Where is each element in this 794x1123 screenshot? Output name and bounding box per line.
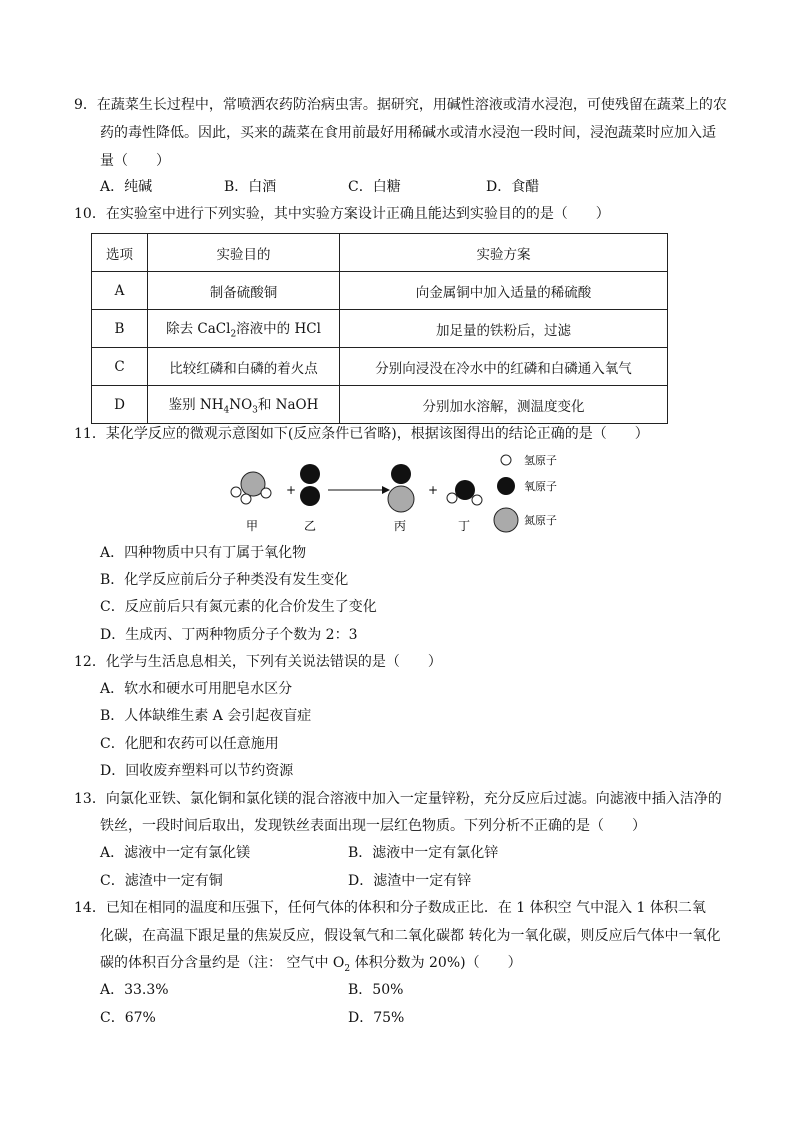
q11-option-a: A．四种物质中只有丁属于氧化物 (100, 545, 307, 561)
table-row (92, 386, 668, 424)
header-purpose: 实验目的 (148, 234, 340, 272)
row-purpose: 除去 CaCl$_2$溶液中的 HCl (148, 310, 340, 348)
label-jia: 甲 (246, 519, 259, 533)
row-option: B (92, 310, 148, 348)
q9-option-d: D．食醋 (486, 179, 540, 195)
q11-option-b: B．化学反应前后分子种类没有发生变化 (100, 572, 349, 588)
q12-option-c: C．化肥和农药可以任意施用 (100, 736, 279, 752)
table-header-row (92, 234, 668, 272)
q14-option-a: A．33.3% (100, 982, 169, 998)
q12-option-a: A．软水和硬水可用肥皂水区分 (100, 681, 293, 697)
q10-table (91, 233, 668, 424)
q14-stem-line-3: 碳的体积百分含量约是（注： 空气中 $O_2$ 体积分数为 20%)（ ） (100, 955, 522, 974)
q9-option-c: C．白糖 (348, 179, 401, 195)
q11-option-c: C．反应前后只有氮元素的化合价发生了变化 (100, 599, 377, 615)
row-option: C (92, 348, 148, 386)
label-yi: 乙 (304, 519, 317, 533)
legend-nitrogen: 氮原子 (524, 514, 557, 527)
legend-hydrogen: 氢原子 (524, 454, 557, 467)
row-purpose: 鉴别 $NH_4NO_3$和 NaOH (148, 386, 340, 424)
q13-option-b: B．滤液中一定有氯化锌 (348, 845, 499, 861)
q9-stem-line-2: 药的毒性降低。因此，买来的蔬菜在食用前最好用稀碱水或清水浸泡一段时间，浸泡蔬菜时应加入适 (100, 125, 716, 141)
molecule-jia (231, 472, 271, 504)
table-row (92, 272, 668, 310)
q11-option-d: D．生成丙、丁两种物质分子个数为 2：3 (100, 627, 358, 643)
hydrogen-atom-icon (501, 455, 511, 465)
q14-stem-line-1: 14．已知在相同的温度和压强下，任何气体的体积和分子数成正比．在 1 体积空 气中混入 1 体积二氧 (74, 900, 706, 916)
row-purpose: 比较红磷和白磷的着火点 (148, 348, 340, 386)
arrow-icon (328, 486, 390, 494)
q14-stem-line-2: 化碳，在高温下跟足量的焦炭反应，假设氧气和二氧化碳都 转化为一氧化碳，则反应后气体中一氧化 (100, 928, 721, 944)
row-option: D (92, 386, 148, 424)
q13-option-c: C．滤渣中一定有铜 (100, 873, 223, 889)
q14-option-c: C．67% (100, 1010, 156, 1026)
q9-stem-line-1: 9．在蔬菜生长过程中，常喷洒农药防治病虫害。据研究，用碱性溶液或清水浸泡，可使残留在蔬菜上的农 (74, 97, 727, 113)
q14-option-b: B．50% (348, 982, 404, 998)
label-bing: 丙 (394, 519, 407, 533)
q12-option-b: B．人体缺维生素 A 会引起夜盲症 (100, 708, 312, 724)
row-plan: 分别加水溶解，测温度变化 (340, 386, 668, 424)
q12-stem: 12．化学与生活息息相关，下列有关说法错误的是（ ） (74, 654, 442, 670)
q9-option-a: A．纯碱 (100, 179, 153, 195)
row-plan: 向金属铜中加入适量的稀硫酸 (340, 272, 668, 310)
q13-stem-line-1: 13．向氯化亚铁、氯化铜和氯化镁的混合溶液中加入一定量锌粉，充分反应后过滤。向滤液中插入洁净的 (74, 791, 722, 807)
label-ding: 丁 (458, 519, 471, 533)
row-purpose: 制备硫酸铜 (148, 272, 340, 310)
row-plan: 加足量的铁粉后，过滤 (340, 310, 668, 348)
q13-stem-line-2: 铁丝，一段时间后取出，发现铁丝表面出现一层红色物质。下列分析不正确的是（ ） (100, 818, 646, 834)
table-row (92, 348, 668, 386)
q10-stem: 10．在实验室中进行下列实验，其中实验方案设计正确且能达到实验目的的是（ ） (74, 206, 610, 222)
q12-option-d: D．回收废弃塑料可以节约资源 (100, 763, 294, 779)
header-option: 选项 (92, 234, 148, 272)
plus-sign: + (428, 483, 439, 497)
molecule-bing (388, 464, 414, 512)
row-option: A (92, 272, 148, 310)
q14-option-d: D．75% (348, 1010, 405, 1026)
q9-option-b: B．白酒 (224, 179, 277, 195)
molecule-ding (447, 480, 482, 505)
legend-oxygen: 氧原子 (524, 480, 557, 493)
table-row (92, 310, 668, 348)
oxygen-atom-icon (497, 477, 515, 495)
plus-sign: + (286, 483, 297, 497)
header-plan: 实验方案 (340, 234, 668, 272)
nitrogen-atom-icon (494, 508, 518, 532)
row-plan: 分别向浸没在冷水中的红磷和白磷通入氧气 (340, 348, 668, 386)
q9-stem-line-3: 量（ ） (100, 153, 170, 169)
q13-option-d: D．滤渣中一定有锌 (348, 873, 472, 889)
reaction-diagram (220, 448, 580, 538)
q13-option-a: A．滤液中一定有氯化镁 (100, 845, 251, 861)
q11-stem: 11．某化学反应的微观示意图如下(反应条件已省略)，根据该图得出的结论正确的是（ ） (74, 426, 649, 442)
molecule-yi (300, 464, 320, 506)
